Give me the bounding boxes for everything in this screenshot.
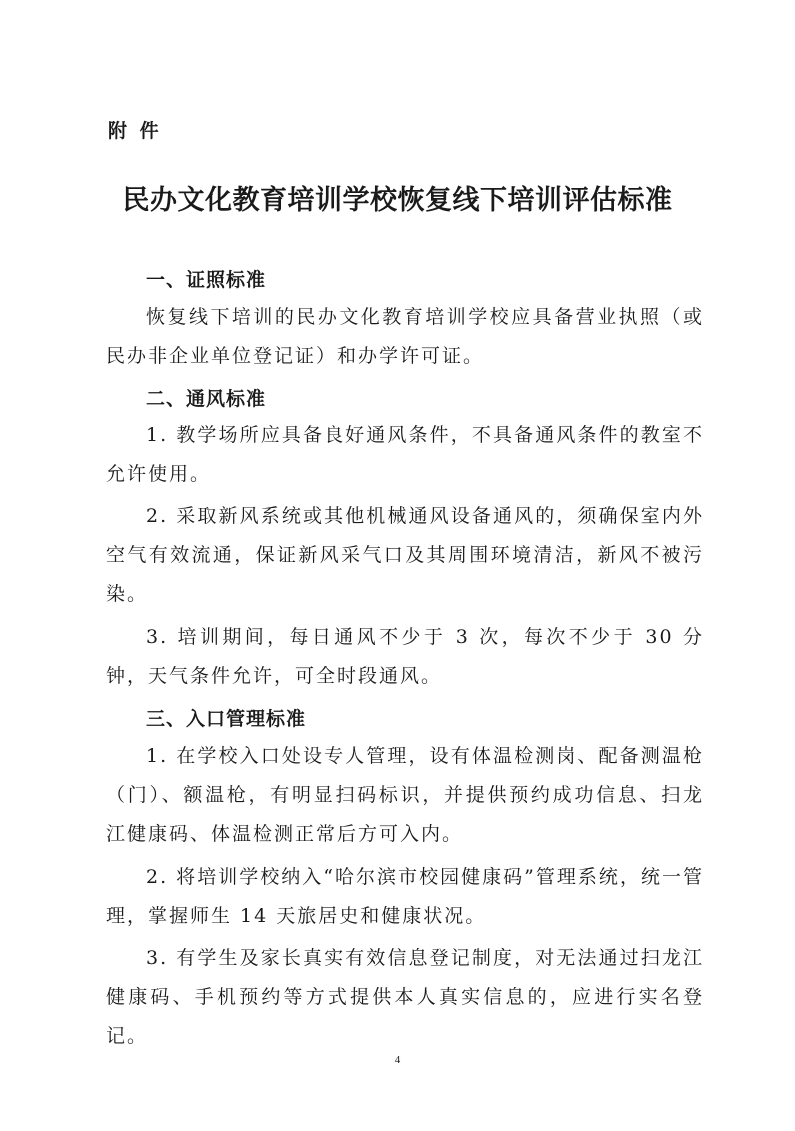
- section-2-paragraph-2: 2. 采取新风系统或其他机械通风设备通风的，须确保室内外空气有效流通，保证新风采气口及其周围环境清洁，新风不被污染。: [106, 505, 704, 605]
- section-2-paragraph-1: 1. 教学场所应具备良好通风条件，不具备通风条件的教室不允许使用。: [106, 424, 704, 485]
- attachment-label: 附 件: [108, 120, 162, 142]
- section-heading-1: 一、证照标准: [146, 269, 267, 291]
- section-heading-2: 二、通风标准: [146, 388, 267, 410]
- section-3-paragraph-1: 1. 在学校入口处设专人管理，设有体温检测岗、配备测温枪（门）、额温枪，有明显扫码标识，并提供预约成功信息、扫龙江健康码、体温检测正常后方可入内。: [106, 745, 704, 845]
- document-title: 民办文化教育培训学校恢复线下培训评估标准: [122, 185, 673, 216]
- page-number: 4: [394, 1054, 401, 1066]
- section-3-paragraph-3: 3. 有学生及家长真实有效信息登记制度，对无法通过扫龙江健康码、手机预约等方式提供本人真实信息的，应进行实名登记。: [106, 947, 704, 1047]
- section-heading-3: 三、入口管理标准: [146, 708, 307, 730]
- section-1-paragraph-1: 恢复线下培训的民办文化教育培训学校应具备营业执照（或民办非企业单位登记证）和办学许可证。: [106, 306, 704, 367]
- section-3-paragraph-2: 2. 将培训学校纳入“哈尔滨市校园健康码”管理系统，统一管理，掌握师生 14 天旅居史和健康状况。: [106, 866, 704, 927]
- section-2-paragraph-3: 3. 培训期间，每日通风不少于 3 次，每次不少于 30 分钟，天气条件允许，可全时段通风。: [106, 626, 704, 687]
